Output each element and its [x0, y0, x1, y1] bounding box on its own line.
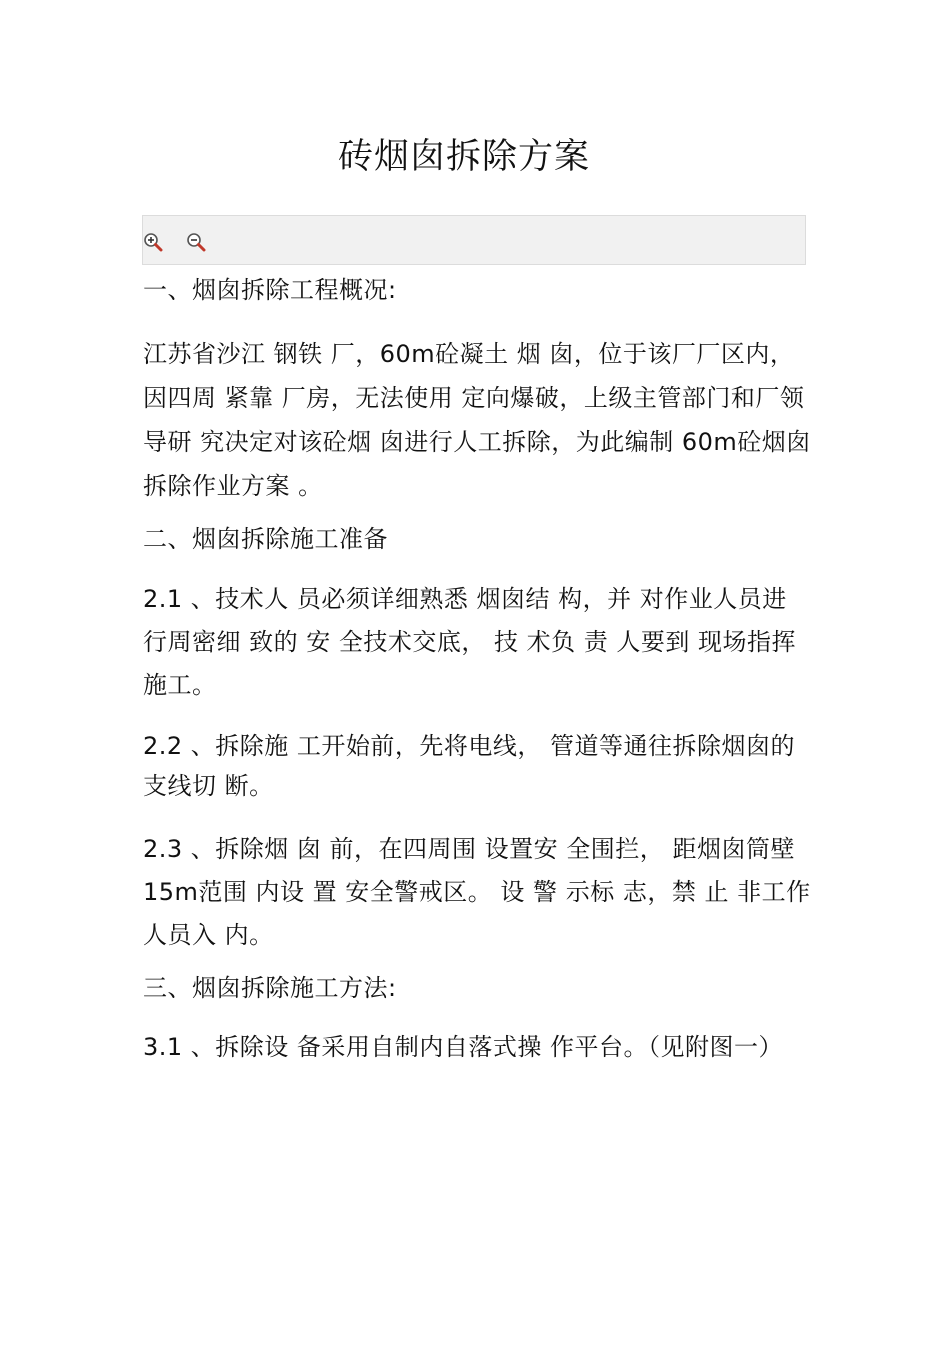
section-heading-2: 二、烟囱拆除施工准备	[143, 525, 388, 553]
section-heading-1: 一、烟囱拆除工程概况:	[143, 276, 397, 304]
image-toolbar	[142, 215, 806, 265]
zoom-in-icon[interactable]	[143, 232, 163, 252]
paragraph-3-1: 3.1 、拆除设 备采用自制内自落式操 作平台。（见附图一）	[143, 1033, 784, 1061]
paragraph-2-1: 2.1 、技术人 员必须详细熟悉 烟囱结 构，并 对作业人员进行周密细 致的 安 全技术交底， 技 术负 责 人要到 现场指挥施工。	[143, 585, 797, 699]
section-heading-3: 三、烟囱拆除施工方法:	[143, 974, 397, 1002]
paragraph-2-2: 2.2 、拆除施 工开始前，先将电线， 管道等通往拆除烟囱的支线切 断。	[143, 732, 796, 800]
document-title: 砖烟囱拆除方案	[337, 137, 590, 177]
paragraph-overview: 江苏省沙江 钢铁 厂，60m砼凝土 烟 囱，位于该厂厂区内，因四周 紧靠 厂房，无法使用 定向爆破，上级主管部门和厂领 导研 究决定对该砼烟 囱进行人工拆除，为此编制 60m砼烟囱拆除作业方案 。	[143, 340, 811, 500]
zoom-out-icon[interactable]	[186, 232, 206, 252]
paragraph-2-3: 2.3 、拆除烟 囱 前，在四周围 设置安 全围拦， 距烟囱筒壁 15m范围 内设 置 安全警戒区。 设 警 示标 志，禁 止 非工作人员入 内。	[143, 835, 811, 949]
